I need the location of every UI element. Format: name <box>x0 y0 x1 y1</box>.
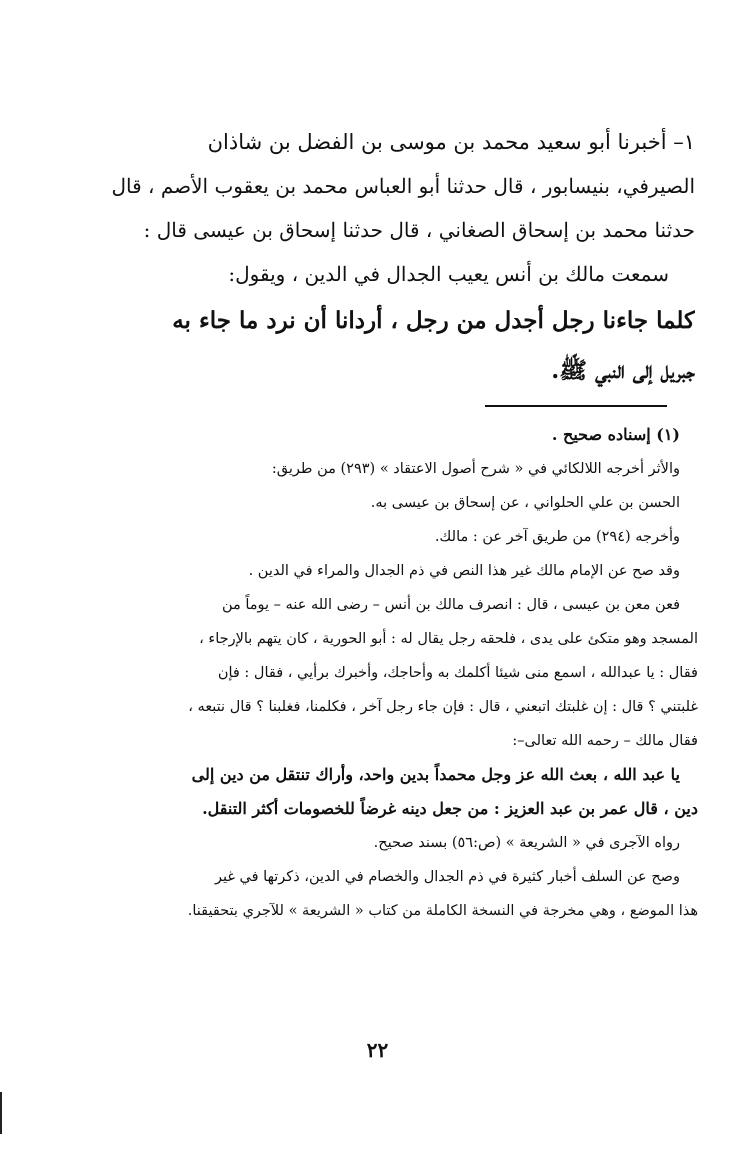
main-line-1: ١– أخبرنا أبو سعيد محمد بن موسى بن الفضل بن شاذان <box>207 130 695 154</box>
footnote-line-13: رواه الآجرى في « الشريعة » (ص:٥٦) بسند صحيح. <box>373 835 680 851</box>
footnote-line-5: وقد صح عن الإمام مالك غير هذا النص في ذم الجدال والمراء في الدين . <box>248 563 680 579</box>
footnote-line-10: فقال مالك – رحمه الله تعالى–: <box>512 733 698 749</box>
main-line-4: سمعت مالك بن أنس يعيب الجدال في الدين ، ويقول: <box>228 262 669 286</box>
footnote-line-14: وصح عن السلف أخبار كثيرة في ذم الجدال والخصام في الدين، ذكرتها في غير <box>214 869 680 885</box>
main-line-6: جبريل إلى النبي ﷺ. <box>551 357 695 384</box>
footnote-line-9: غلبتني ؟ قال : إن غلبتك اتبعني ، قال : فإن جاء رجل آخر ، فكلمنا، فغلبنا ؟ قال نتبعه ، <box>188 699 698 715</box>
footnote-line-12: دين ، قال عمر بن عبد العزيز : من جعل دينه غرضاً للخصومات أكثر التنقل. <box>202 799 698 818</box>
footnote-line-4: وأخرجه (٢٩٤) من طريق آخر عن : مالك. <box>434 529 680 545</box>
footnote-line-7: المسجد وهو متكئ على يدى ، فلحقه رجل يقال له : أبو الحورية ، كان يتهم بالإرجاء ، <box>199 631 698 647</box>
footnote-line-1: (١) إسناده صحيح . <box>551 425 680 444</box>
main-line-5: كلما جاءنا رجل أجدل من رجل ، أردانا أن نرد ما جاء به <box>172 307 695 334</box>
footnote-line-15: هذا الموضع ، وهي مخرجة في النسخة الكاملة من كتاب « الشريعة » للآجري بتحقيقنا. <box>187 903 698 919</box>
main-line-3: حدثنا محمد بن إسحاق الصغاني ، قال حدثنا إسحاق بن عيسى قال : <box>143 218 695 242</box>
main-text <box>95 120 695 396</box>
footnote-line-8: فقال : يا عبدالله ، اسمع منى شيئا أكلمك به وأحاجك، وأخبرك برأيي ، فقال : فإن <box>217 665 698 681</box>
main-line-2: الصيرفي، بنيسابور ، قال حدثنا أبو العباس محمد بن يعقوب الأصم ، قال <box>111 174 695 198</box>
footnote-line-3: الحسن بن علي الحلواني ، عن إسحاق بن عيسى به. <box>370 495 680 511</box>
footnote-line-6: فعن معن بن عيسى ، قال : انصرف مالك بن أنس – رضى الله عنه – يوماً من <box>221 597 680 613</box>
footnote-line-11: يا عبد الله ، بعث الله عز وجل محمداً بدين واحد، وأراك تنتقل من دين إلى <box>191 765 680 784</box>
scan-edge-line <box>0 1092 2 1134</box>
footnotes <box>98 418 698 928</box>
footnote-line-2: والأثر أخرجه اللالكائي في « شرح أصول الاعتقاد » (٢٩٣) من طريق: <box>271 461 680 477</box>
page-number: ٢٢ <box>366 1038 389 1062</box>
footnote-separator <box>485 405 667 407</box>
